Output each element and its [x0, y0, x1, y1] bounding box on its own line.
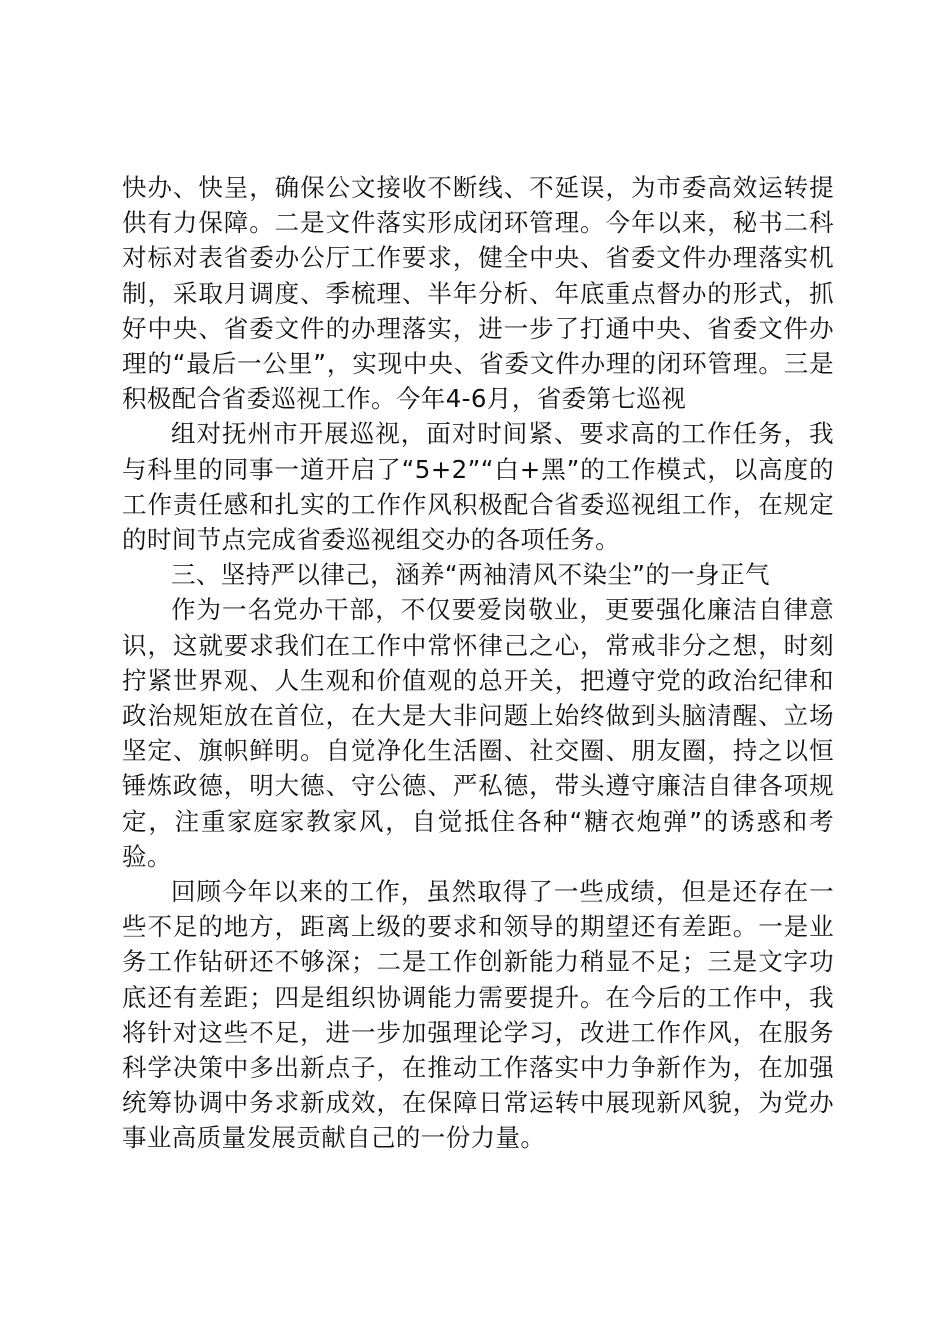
document-body	[122, 170, 834, 1156]
paragraph-inspection-work: 组对抚州市开展巡视，面对时间紧、要求高的工作任务，我与科里的同事一道开启了“5+2”“白+黑”的工作模式，以高度的工作责任感和扎实的工作作风积极配合省委巡视组工作，在规定的时间节点完成省委巡视组交办的各项任务。	[122, 419, 834, 555]
section-heading-self-discipline: 三、坚持严以律己，涵养“两袖清风不染尘”的一身正气	[171, 560, 770, 590]
paragraph-review-shortcomings: 回顾今年以来的工作，虽然取得了一些成绩，但是还存在一些不足的地方，距离上级的要求和领导的期望还有差距。一是业务工作钻研还不够深；二是工作创新能力稍显不足；三是文字功底还有差距；四是组织协调能力需要提升。在今后的工作中，我将针对这些不足，进一步加强理论学习，改进工作作风，在服务科学决策中多出新点子，在推动工作落实中力争新作为，在加强统筹协调中务求新成效，在保障日常运转中展现新风貌，为党办事业高质量发展贡献自己的一份力量。	[122, 877, 834, 1153]
paragraph-continuation: 快办、快呈，确保公文接收不断线、不延误，为市委高效运转提供有力保障。二是文件落实形成闭环管理。今年以来，秘书二科对标对表省委办公厅工作要求，健全中央、省委文件办理落实机制，采取月调度、季梳理、半年分析、年底重点督办的形式，抓好中央、省委文件的办理落实，进一步了打通中央、省委文件办理的“最后一公里”，实现中央、省委文件办理的闭环管理。三是积极配合省委巡视工作。今年4-6月，省委第七巡视	[122, 173, 834, 414]
paragraph-integrity: 作为一名党办干部，不仅要爱岗敬业，更要强化廉洁自律意识，这就要求我们在工作中常怀律己之心，常戒非分之想，时刻拧紧世界观、人生观和价值观的总开关，把遵守党的政治纪律和政治规矩放在首位，在大是大非问题上始终做到头脑清醒、立场坚定、旗帜鲜明。自觉净化生活圈、社交圈、朋友圈，持之以恒锤炼政德，明大德、守公德、严私德，带头遵守廉洁自律各项规定，注重家庭家教家风，自觉抵住各种“糖衣炮弹”的诱惑和考验。	[122, 595, 834, 871]
